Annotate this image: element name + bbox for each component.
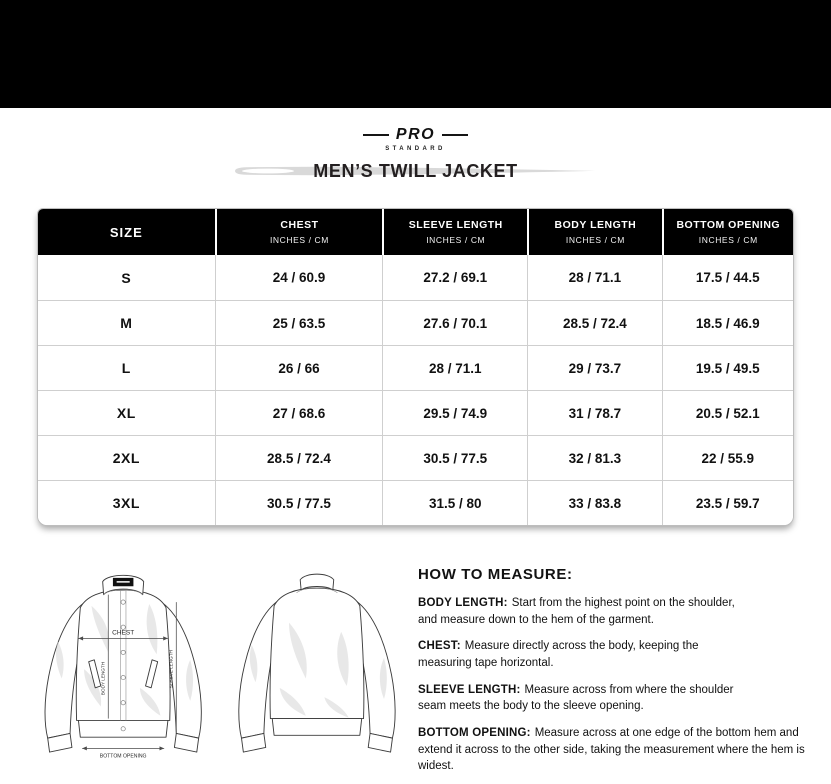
- measure-term: SLEEVE LENGTH:: [418, 683, 521, 696]
- body-cell: 28.5 / 72.4: [527, 301, 661, 345]
- title-section: [0, 156, 831, 186]
- size-cell: 3XL: [112, 495, 140, 511]
- column-header-chest: [215, 209, 383, 255]
- column-label: BODY LENGTH: [554, 219, 637, 231]
- chest-cell: 26 / 66: [215, 346, 383, 390]
- column-header-size: [38, 209, 215, 255]
- body-cell: 33 / 83.8: [527, 481, 661, 525]
- measure-text: Start from the highest point on the shoulder, and measure down to the hem of the garment.: [418, 597, 735, 626]
- sleeve-length-label: SLEEVE LENGTH: [168, 650, 174, 689]
- measure-item-sleeve-length: [418, 682, 750, 715]
- top-black-bar: [0, 0, 831, 108]
- body-cell: 29 / 73.7: [527, 346, 661, 390]
- bottom-opening-label: BOTTOM OPENING: [99, 753, 147, 760]
- measure-term: BODY LENGTH:: [418, 597, 508, 609]
- sleeve-cell: 29.5 / 74.9: [382, 391, 527, 435]
- size-cell: S: [121, 269, 132, 286]
- body-cell: 28 / 71.1: [527, 255, 661, 300]
- table-header-row: [38, 209, 793, 255]
- bottom-cell: 20.5 / 52.1: [662, 391, 793, 435]
- measure-text: Measure across at one edge of the bottom hem and extend it across to the other side, taking the measurement where the hem is widest.: [418, 727, 805, 773]
- brand-logo: [0, 126, 831, 152]
- bottom-cell: 22 / 55.9: [662, 436, 793, 480]
- table-row: [38, 345, 793, 390]
- back-collar: [300, 574, 334, 590]
- table-row: [38, 255, 793, 300]
- chest-label: CHEST: [112, 629, 135, 637]
- table-row: [38, 300, 793, 345]
- bottom-cell: 18.5 / 46.9: [662, 301, 793, 345]
- size-cell: 2XL: [112, 450, 140, 466]
- sleeve-cell: 27.6 / 70.1: [382, 301, 527, 345]
- bottom-opening-annotation: [82, 746, 164, 759]
- column-label: BOTTOM OPENING: [676, 219, 781, 231]
- jacket-front-view: [45, 575, 201, 759]
- sleeve-cell: 27.2 / 69.1: [382, 255, 527, 300]
- chest-cell: 30.5 / 77.5: [215, 481, 383, 525]
- how-to-measure-section: [412, 548, 831, 784]
- column-label: SLEEVE LENGTH: [408, 219, 503, 231]
- body-length-label: BODY LENGTH: [100, 661, 106, 696]
- size-chart-table: [37, 208, 794, 526]
- table-row: [38, 390, 793, 435]
- how-to-measure-title: HOW TO MEASURE:: [418, 566, 573, 583]
- chest-cell: 24 / 60.9: [215, 255, 383, 300]
- column-label: SIZE: [109, 224, 143, 240]
- table-row: [38, 435, 793, 480]
- jacket-back-view: [239, 574, 395, 752]
- measure-term: BOTTOM OPENING:: [418, 727, 531, 740]
- column-header-sleeve-length: [382, 209, 527, 255]
- column-unit-label: INCHES / CM: [698, 235, 758, 245]
- bottom-section: [0, 548, 831, 784]
- logo-left-line: [363, 134, 389, 136]
- size-cell: M: [120, 315, 133, 331]
- jacket-technical-drawing: [30, 548, 412, 768]
- column-label: CHEST: [280, 219, 319, 231]
- sleeve-cell: 30.5 / 77.5: [382, 436, 527, 480]
- column-header-bottom-opening: [662, 209, 793, 255]
- chest-cell: 27 / 68.6: [215, 391, 383, 435]
- page-title: MEN’S TWILL JACKET: [313, 161, 518, 181]
- size-cell: L: [121, 360, 131, 376]
- column-unit-label: INCHES / CM: [426, 235, 486, 245]
- column-header-body-length: [527, 209, 661, 255]
- measure-term: CHEST:: [418, 640, 461, 653]
- column-unit-label: INCHES / CM: [565, 235, 625, 245]
- measure-text: Measure across from where the shoulder seam meets the body to the sleeve opening.: [418, 683, 734, 713]
- brand-subtitle: STANDARD: [385, 146, 446, 152]
- brand-wordmark: PRO: [395, 126, 436, 143]
- sleeve-cell: 31.5 / 80: [382, 481, 527, 525]
- chest-cell: 28.5 / 72.4: [215, 436, 383, 480]
- sleeve-cell: 28 / 71.1: [382, 346, 527, 390]
- measure-item-chest: [418, 638, 750, 671]
- measure-text: Measure directly across the body, keeping the measuring tape horizontal.: [418, 640, 699, 670]
- bottom-cell: 19.5 / 49.5: [662, 346, 793, 390]
- brand-wordmark-row: [363, 126, 468, 143]
- jacket-diagrams: [30, 548, 412, 784]
- size-cell: XL: [116, 405, 136, 421]
- body-cell: 31 / 78.7: [527, 391, 661, 435]
- logo-right-line: [442, 134, 468, 136]
- measure-item-body-length: [418, 595, 750, 628]
- chest-cell: 25 / 63.5: [215, 301, 383, 345]
- body-cell: 32 / 81.3: [527, 436, 661, 480]
- measure-item-bottom-opening: [418, 725, 831, 775]
- table-row: [38, 480, 793, 525]
- column-unit-label: INCHES / CM: [269, 235, 329, 245]
- bottom-cell: 17.5 / 44.5: [662, 255, 793, 300]
- back-hem-band: [272, 719, 361, 736]
- bottom-cell: 23.5 / 59.7: [662, 481, 793, 525]
